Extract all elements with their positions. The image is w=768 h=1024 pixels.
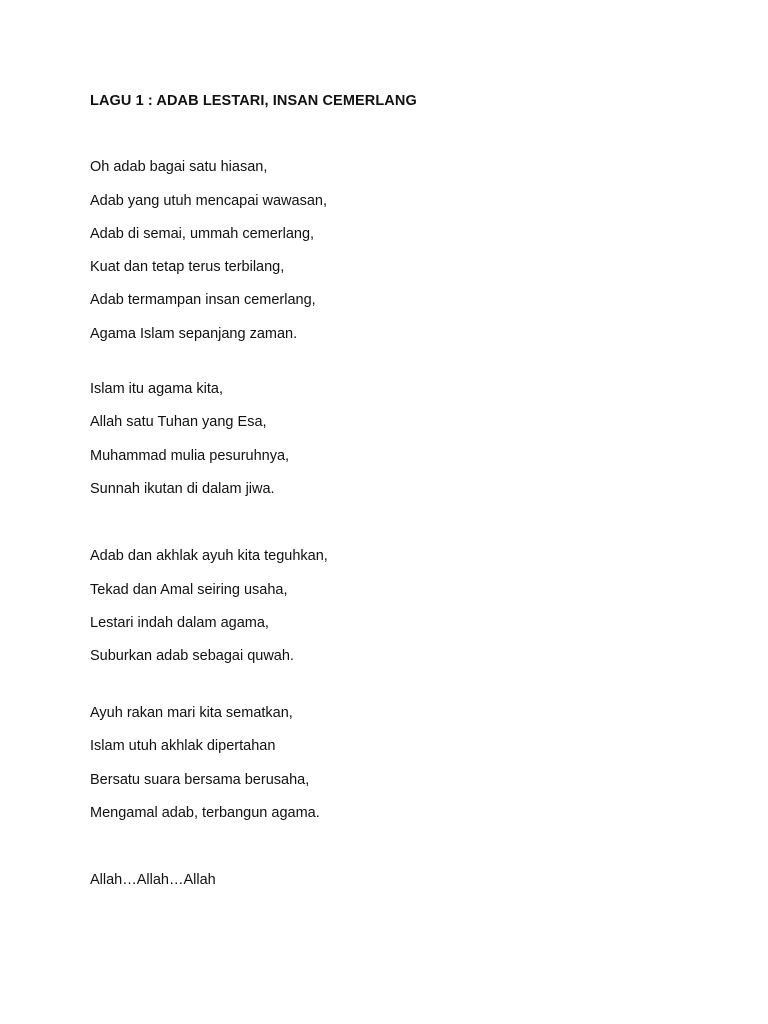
- lyric-line: Adab dan akhlak ayuh kita teguhkan,: [90, 548, 328, 564]
- lyric-line: Kuat dan tetap terus terbilang,: [90, 259, 285, 275]
- lyric-line: Oh adab bagai satu hiasan,: [90, 159, 268, 175]
- lyric-line: Ayuh rakan mari kita sematkan,: [90, 705, 293, 721]
- song-title: LAGU 1 : ADAB LESTARI, INSAN CEMERLANG: [90, 93, 417, 109]
- lyric-line: Muhammad mulia pesuruhnya,: [90, 448, 290, 464]
- lyric-line: Agama Islam sepanjang zaman.: [90, 326, 298, 342]
- lyric-line: Bersatu suara bersama berusaha,: [90, 772, 310, 788]
- lyric-line: Adab termampan insan cemerlang,: [90, 292, 316, 308]
- lyric-line: Islam itu agama kita,: [90, 381, 223, 397]
- lyric-line: Tekad dan Amal seiring usaha,: [90, 582, 288, 598]
- lyric-line: Islam utuh akhlak dipertahan: [90, 738, 276, 754]
- lyric-line: Lestari indah dalam agama,: [90, 615, 269, 631]
- lyric-line: Adab yang utuh mencapai wawasan,: [90, 193, 327, 209]
- lyric-line: Sunnah ikutan di dalam jiwa.: [90, 481, 275, 497]
- lyric-line: Mengamal adab, terbangun agama.: [90, 805, 320, 821]
- lyric-line: Allah…Allah…Allah: [90, 872, 216, 888]
- lyric-line: Suburkan adab sebagai quwah.: [90, 648, 294, 664]
- lyric-line: Allah satu Tuhan yang Esa,: [90, 414, 267, 430]
- lyric-line: Adab di semai, ummah cemerlang,: [90, 226, 315, 242]
